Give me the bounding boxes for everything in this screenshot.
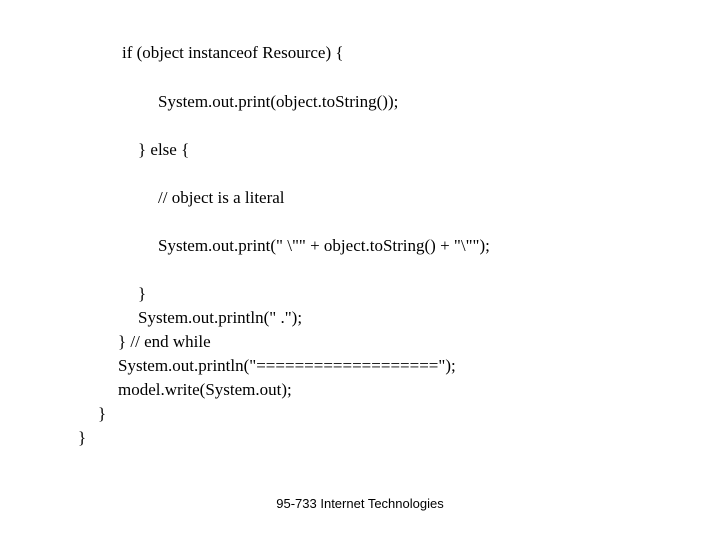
code-line-println-dot: System.out.println(" ."); — [138, 308, 303, 327]
slide-footer: 95-733 Internet Technologies — [276, 496, 444, 511]
code-line-close-else: } — [138, 284, 147, 303]
code-line-model-write: model.write(System.out); — [118, 380, 292, 399]
code-line-end-while: } // end while — [118, 332, 211, 351]
code-line-else: } else { — [138, 140, 190, 159]
code-line-print-literal: System.out.print(" \"" + object.toString() + "\""); — [158, 236, 490, 255]
code-line-close-method: } — [98, 404, 107, 423]
code-line-println-separator: System.out.println("==================="); — [118, 356, 456, 375]
code-line-if: if (object instanceof Resource) { — [122, 43, 344, 62]
code-line-print-object: System.out.print(object.toString()); — [158, 92, 399, 111]
code-line-close-class: } — [78, 428, 87, 447]
code-line-comment: // object is a literal — [158, 188, 285, 207]
